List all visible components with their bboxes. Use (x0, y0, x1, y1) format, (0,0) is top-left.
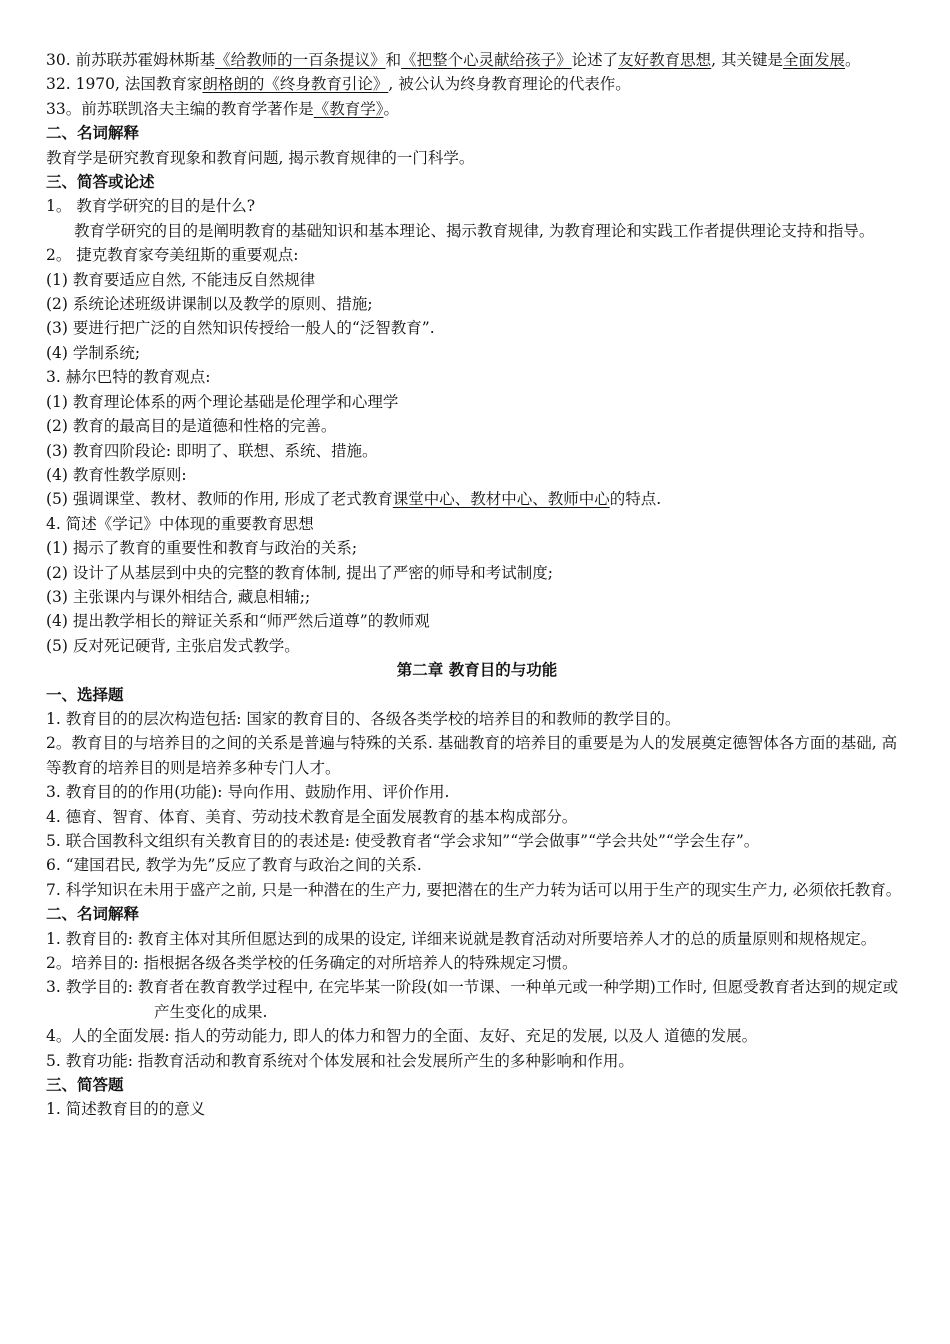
list-item: (4) 提出教学相长的辩证关系和“师严然后道尊”的教师观 (46, 612, 430, 631)
list-item: (3) 要进行把广泛的自然知识传授给一般人的“泛智教育”. (46, 319, 435, 338)
text: (5) 强调课堂、教材、教师的作用, 形成了老式教育 (46, 490, 393, 509)
list-item: (1) 教育要适应自然, 不能违反自然规律 (46, 270, 316, 289)
section-heading: 三、简答题 (46, 1076, 124, 1095)
list-item: (2) 设计了从基层到中央的完整的教育体制, 提出了严密的师导和考试制度; (46, 563, 553, 582)
term-item: 3. 教学目的: 教育者在教育教学过程中, 在完毕某一阶段(如一节课、一种单元或一种学期)工作时, 但愿受教育者达到的规定或产生变化的成果. (46, 978, 899, 1021)
choice-item: 6. “建国君民, 教学为先”反应了教育与政治之间的关系. (46, 856, 422, 875)
key-term: 友好教育思想 (618, 51, 712, 69)
text: 的特点. (609, 490, 662, 509)
term-item: 4。人的全面发展: 指人的劳动能力, 即人的体力和智力的全面、友好、充足的发展, 以及人 道德的发展。 (46, 1027, 758, 1046)
text: 。 (383, 99, 400, 118)
choice-item: 4. 德育、智育、体育、美育、劳动技术教育是全面发展教育的基本构成部分。 (46, 807, 578, 826)
choice-item: 2。教育目的与培养目的之间的关系是普遍与特殊的关系. 基础教育的培养目的重要是为人的发展奠定德智体各方面的基础, 高等教育的培养目的则是培养多种专门人才。 (46, 734, 898, 777)
book-title: 《给教师的一百条提议》 (215, 51, 386, 69)
list-item: (1) 揭示了教育的重要性和教育与政治的关系; (46, 539, 358, 558)
list-item: (5) 反对死记硬背, 主张启发式教学。 (46, 636, 300, 655)
question-title: 2。 捷克教育家夸美纽斯的重要观点: (46, 246, 299, 265)
section-heading: 一、选择题 (46, 685, 124, 704)
text: 33。前苏联凯洛夫主编的教育学著作是 (46, 99, 314, 118)
item-30 (46, 48, 908, 72)
list-item: (2) 系统论述班级讲课制以及教学的原则、措施; (46, 295, 373, 314)
key-term: 朗格朗的《终身教育引论》 (202, 75, 389, 94)
text: 论述了 (571, 51, 619, 69)
list-item: (4) 学制系统; (46, 343, 141, 362)
text: 30. 前苏联苏霍姆林斯基 (46, 51, 216, 69)
chapter-title: 第二章 教育目的与功能 (396, 661, 558, 680)
text: 。 (845, 51, 861, 69)
text: , 被公认为终身教育理论的代表作。 (388, 75, 631, 94)
term-item: 2。培养目的: 指根据各级各类学校的任务确定的对所培养人的特殊规定习惯。 (46, 954, 578, 973)
question-title: 1. 简述教育目的的意义 (46, 1100, 206, 1119)
list-item (46, 487, 908, 511)
choice-item: 1. 教育目的的层次构造包括: 国家的教育目的、各级各类学校的培养目的和教师的教学目的。 (46, 709, 681, 728)
question-title: 1。 教育学研究的目的是什么? (46, 197, 256, 216)
term-item: 5. 教育功能: 指教育活动和教育系统对个体发展和社会发展所产生的多种影响和作用。 (46, 1051, 634, 1070)
item-32 (46, 72, 908, 96)
question-title: 4. 简述《学记》中体现的重要教育思想 (46, 514, 314, 533)
key-term: 课堂中心、教材中心、教师中心 (392, 490, 610, 509)
list-item: (4) 教育性教学原则: (46, 465, 187, 484)
question-title: 3. 赫尔巴特的教育观点: (46, 368, 211, 387)
book-title: 《教育学》 (313, 99, 384, 118)
text: , 其关键是 (711, 51, 784, 69)
document-page (46, 48, 908, 1122)
choice-item: 7. 科学知识在未用于盛产之前, 只是一种潜在的生产力, 要把潜在的生产力转为话可以用于生产的现实生产力, 必须依托教育。 (46, 880, 902, 899)
choice-item: 5. 联合国教科文组织有关教育目的的表述是: 使受教育者“学会求知”“学会做事”“学会共处”“学会生存”。 (46, 832, 760, 850)
term-item: 1. 教育目的: 教育主体对其所但愿达到的成果的设定, 详细来说就是教育活动对所要培养人才的总的质量原则和规格规定。 (46, 929, 877, 948)
book-title: 《把整个心灵献给孩子》 (401, 51, 572, 69)
list-item: (3) 教育四阶段论: 即明了、联想、系统、措施。 (46, 441, 378, 460)
answer-paragraph: 教育学研究的目的是阐明教育的基础知识和基本理论、揭示教育规律, 为教育理论和实践工作者提供理论支持和指导。 (74, 221, 875, 240)
item-33 (46, 97, 908, 121)
key-term: 全面发展 (783, 51, 846, 69)
text: 32. 1970, 法国教育家 (46, 75, 203, 94)
text: 和 (385, 51, 402, 69)
section-heading: 三、简答或论述 (46, 173, 155, 192)
list-item: (3) 主张课内与课外相结合, 藏息相辅;; (46, 587, 311, 606)
choice-item: 3. 教育目的的作用(功能): 导向作用、鼓励作用、评价作用. (46, 783, 450, 802)
definition: 教育学是研究教育现象和教育问题, 揭示教育规律的一门科学。 (46, 148, 475, 167)
list-item: (1) 教育理论体系的两个理论基础是伦理学和心理学 (46, 392, 399, 411)
section-heading: 二、名词解释 (46, 124, 140, 143)
list-item: (2) 教育的最高目的是道德和性格的完善。 (46, 417, 337, 436)
section-heading: 二、名词解释 (46, 905, 140, 924)
